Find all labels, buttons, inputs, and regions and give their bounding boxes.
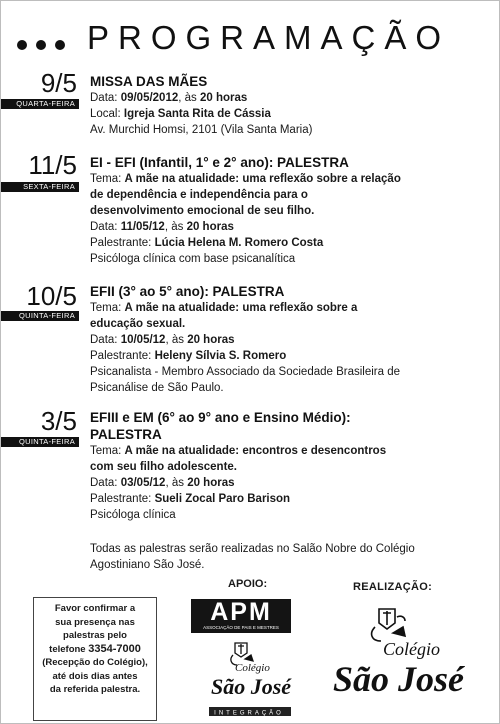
event-title: PALESTRA	[90, 427, 162, 442]
organizer-label: REALIZAÇÃO:	[353, 581, 433, 593]
event-title: MISSA DAS MÃES	[90, 74, 208, 89]
event-theme-line: Tema: A mãe na atualidade: uma reflexão sobre a relação	[90, 173, 401, 185]
event-date-line: Data: 11/05/12, às 20 horas	[90, 221, 234, 233]
event-location-line: Local: Igreja Santa Rita de Cássia	[90, 108, 271, 120]
event-speaker-line: Palestrante: Heleny Sílvia S. Romero	[90, 350, 287, 362]
colegio-sao-jose-logo-small	[205, 639, 293, 719]
apm-logo	[191, 599, 291, 633]
logo-large-line1: Colégio	[383, 639, 440, 659]
event-speaker-line: Palestrante: Lúcia Helena M. Romero Costa	[90, 237, 324, 249]
event-speaker-desc: Psicóloga clínica com base psicanalítica	[90, 253, 296, 265]
rsvp-line: palestras pelo	[63, 630, 127, 641]
event-date-block	[1, 150, 87, 191]
venue-note-line: Agostiniano São José.	[90, 559, 205, 571]
logo-large-line2: São José	[333, 659, 465, 699]
rsvp-box	[33, 597, 157, 721]
event-speaker-desc: Psicanálise de São Paulo.	[90, 382, 224, 394]
event-title: EFIII e EM (6° ao 9° ano e Ensino Médio):	[90, 410, 351, 425]
event-speaker-desc: Psicóloga clínica	[90, 509, 176, 521]
event-date-block	[1, 406, 87, 446]
event-theme-line: Tema: A mãe na atualidade: uma reflexão sobre a	[90, 302, 358, 314]
event-title: EI - EFI (Infantil, 1° e 2° ano): PALESTRA	[90, 155, 349, 170]
rsvp-line: sua presença nas	[55, 616, 135, 628]
apm-logo-text: APM	[210, 598, 272, 626]
rsvp-line: da referida palestra.	[49, 684, 141, 695]
event-weekday: QUINTA-FEIRA	[1, 437, 79, 447]
event-content	[90, 283, 490, 396]
phone-number: 3354-7000	[88, 642, 141, 655]
event-content	[90, 154, 490, 267]
event-theme-line: com seu filho adolescente.	[90, 461, 237, 473]
event-content	[90, 73, 490, 138]
bullet-dots-icon	[17, 37, 74, 55]
event-date: 3/5	[40, 406, 77, 436]
event-date: 9/5	[40, 68, 77, 98]
venue-note	[90, 541, 450, 573]
event-theme-line: desenvolvimento emocional de seu filho.	[90, 205, 315, 217]
rsvp-line: até dois dias antes	[52, 670, 138, 682]
rsvp-line: (Recepção do Colégio),	[42, 657, 148, 668]
support-label: APOIO:	[228, 578, 268, 590]
logo-small-line1: Colégio	[235, 662, 270, 674]
event-weekday: QUARTA-FEIRA	[1, 99, 79, 109]
event-content	[90, 409, 490, 523]
school-crest-icon	[372, 609, 405, 641]
event-speaker-desc: Psicanalista - Membro Associado da Sociedade Brasileira de	[90, 366, 401, 378]
event-date-line: Data: 10/05/12, às 20 horas	[90, 334, 235, 346]
event-date-block	[1, 68, 87, 108]
event-weekday: SEXTA-FEIRA	[1, 182, 79, 192]
event-speaker-line: Palestrante: Sueli Zocal Paro Barison	[90, 493, 291, 505]
logo-small-line2: São José	[211, 674, 292, 699]
event-theme-line: de dependência e independência para o	[90, 189, 308, 201]
event-theme-line: Tema: A mãe na atualidade: encontros e desencontros	[90, 445, 387, 457]
colegio-sao-jose-logo-large	[331, 603, 465, 711]
event-theme-line: educação sexual.	[90, 318, 186, 330]
rsvp-line: Favor confirmar a	[54, 603, 136, 614]
rsvp-phone-line: telefone 3354-7000	[49, 642, 141, 655]
logo-small-band-text: INTEGRAÇÃO	[214, 710, 284, 717]
page-title: PROGRAMAÇÃO	[87, 19, 451, 56]
event-address-line: Av. Murchid Homsi, 2101 (Vila Santa Maria)	[90, 124, 313, 136]
event-date-line: Data: 09/05/2012, às 20 horas	[90, 92, 248, 104]
event-weekday: QUINTA-FEIRA	[1, 311, 79, 321]
event-date-line: Data: 03/05/12, às 20 horas	[90, 477, 235, 489]
apm-logo-subtitle: ASSOCIAÇÃO DE PAIS E MESTRES	[203, 625, 279, 630]
event-date: 11/5	[28, 150, 77, 180]
header	[17, 15, 487, 55]
event-title: EFII (3° ao 5° ano): PALESTRA	[90, 284, 285, 299]
event-date: 10/5	[26, 281, 77, 311]
event-date-block	[1, 281, 87, 320]
venue-note-line: Todas as palestras serão realizadas no Salão Nobre do Colégio	[90, 543, 415, 555]
